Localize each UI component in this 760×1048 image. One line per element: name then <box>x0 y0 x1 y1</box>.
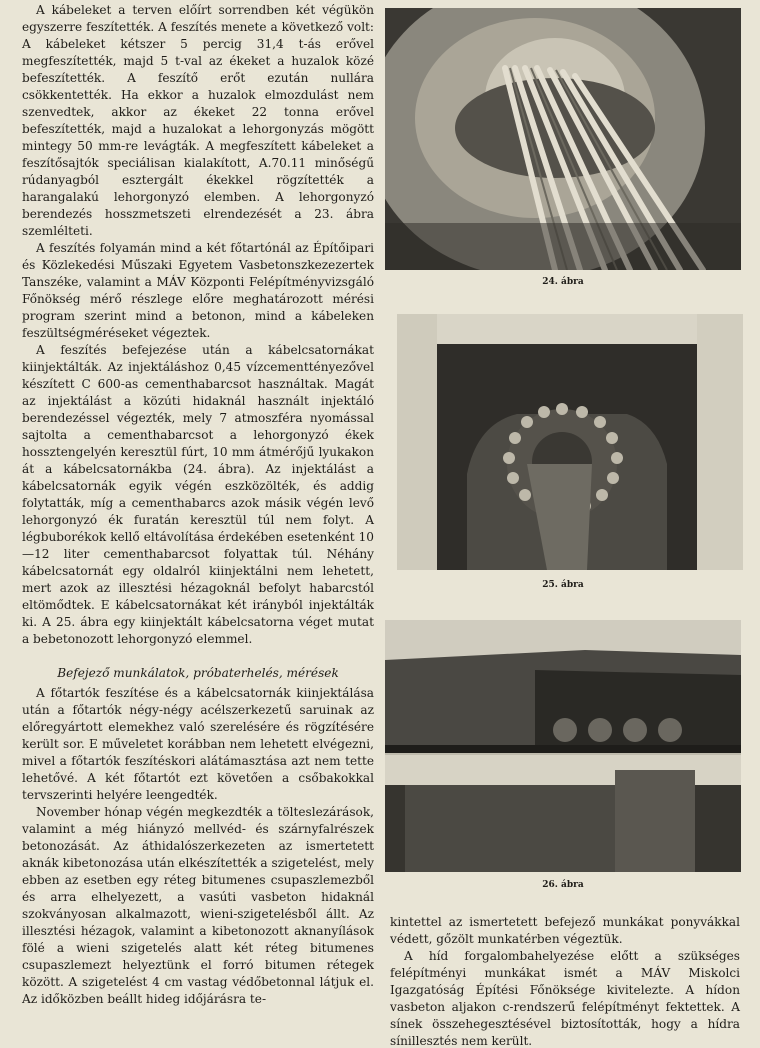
paragraph: November hónap végén megkezdték a tölteslezárások, valamint a még hiányzó mellvéd- és szárnyfalrészek betonozását. Az áthidalószerkezeten az ismertetett aknák kibetonozása után elkészítették a szigetelést, mely ebben az esetben egy réteg bitumenes csupaszlemezből és arra elhelyezett, a vasúti vasbeton hidaknál szokványosan alkalmazott, wieni-szigetelésből állt. Az illesztési hézagok, valamint a kibetonozott aknanyílások fölé a wieni szigetelés alatt két réteg bitumenes csupaszlemezt helyeztünk el forró bitumen rétegek között. A szigetelést 4 cm vastag védőbetonnal látjuk el. Az időközben beállt hideg időjárásra te- <box>22 805 374 1006</box>
figure-25-photo <box>397 314 743 570</box>
figure-26-caption: 26. ábra <box>542 880 584 890</box>
figure-26-photo <box>385 620 741 872</box>
figure-24-photo <box>385 8 741 270</box>
paragraph: A kábeleket a terven előírt sorrendben két végükön egyszerre feszítették. A feszítés menete a következő volt: A kábeleket kétszer 5 percig 31,4 t-ás erővel megfeszítették, majd 5 t-val az ékeket a huzalok közé befeszítették. A feszítő erőt ezután nullára csökkentették. Ha ekkor a huzalok elmozdulást nem szenvedtek, akkor az ékeket 22 tonna erővel befeszítették, majd a huzalokat a lehorgonyzás mögött mintegy 50 mm-re levágták. A megfeszített kábeleket a feszítősajtók speciálisan kialakított, A.70.11 minőségű rúdanyagból esztergált ékekkel rögzítették a harangalakú lehorgonyzó elemben. A lehorgonyzó berendezés hosszmetszeti elrendezését a 23. ábra szemlélteti. <box>22 3 374 238</box>
paragraph: A főtartók feszítése és a kábelcsatornák kiinjektálása után a főtartók négy-négy acélszerkezetű saruinak az előregyártott elemekhez való szerelésére és rögzítésére került sor. E műveletet korábban nem lehetett elvégezni, mivel a főtartók feszítéskori alátámasztása azt nem tette lehetővé. A két főtartót ezt követően a csőbakokkal tervszerinti helyére leengedték. <box>22 686 374 802</box>
paragraph: A híd forgalombahelyezése előtt a szükséges felépítményi munkákat ismét a MÁV Miskolci Igazgatóság Építési Főnöksége kivitelezte. A hídon vasbeton aljakon c-rendszerű felépítményt fektettek. A sínek összehegesztésével biztosították, hogy a hídra sínillesztés nem került. <box>390 949 740 1048</box>
figure-25-caption: 25. ábra <box>542 580 584 590</box>
paragraph: A feszítés befejezése után a kábelcsatornákat kiinjektálták. Az injektáláshoz 0,45 vízcementtényezővel készített C 600-as cementhabarcsot használtak. Magát az injektálást a közúti hidaknál használt injektáló berendezéssel végezték, mely 7 atmoszféra nyomással sajtolta a cementhabarcsot a lehorgonyzó ékek hossztengelyén keresztül fúrt, 10 mm átmérőjű lyukakon át a kábelcsatornákba (24. ábra). Az injektálást a kábelcsatornák egyik végén eszközölték, és addig folytatták, míg a cementhabarcs azok másik végén levő lehorgonyzó ék furatán keresztül túl nem folyt. A légbuborékok kellő eltávolítása érdekében esetenként 10—12 liter cementhabarcsot folyattak túl. Néhány kábelcsatornát egy oldalról kiinjektálni nem lehetett, mert azok az illesztési hézagoknál befolyt habarcstól eltömődtek. E kábelcsatornákat két irányból injektálták ki. A 25. ábra egy kiinjektált kábelcsatorna véget mutat a bebetonozott lehorgonyzó elemmel. <box>22 343 374 646</box>
paragraph: A feszítés folyamán mind a két főtartónál az Építőipari és Közlekedési Műszaki Egyetem Vasbetonszkezezertek Tanszéke, valamint a MÁV Központi Felépítményvizsgáló Főnökség mérő részlege előre meghatározott mérési program szerint mind a betonon, mind a kábeleken feszültségméréseket végeztek. <box>22 241 374 340</box>
figure-24-caption: 24. ábra <box>542 277 584 287</box>
paragraph: kintettel az ismertetett befejező munkákat ponyvákkal védett, gőzölt munkatérben végeztük. <box>390 915 740 946</box>
right-text-column <box>390 914 740 1048</box>
section-heading: Befejező munkálatok, próbaterhelés, mérések <box>57 666 339 680</box>
left-text-column <box>22 2 374 1008</box>
